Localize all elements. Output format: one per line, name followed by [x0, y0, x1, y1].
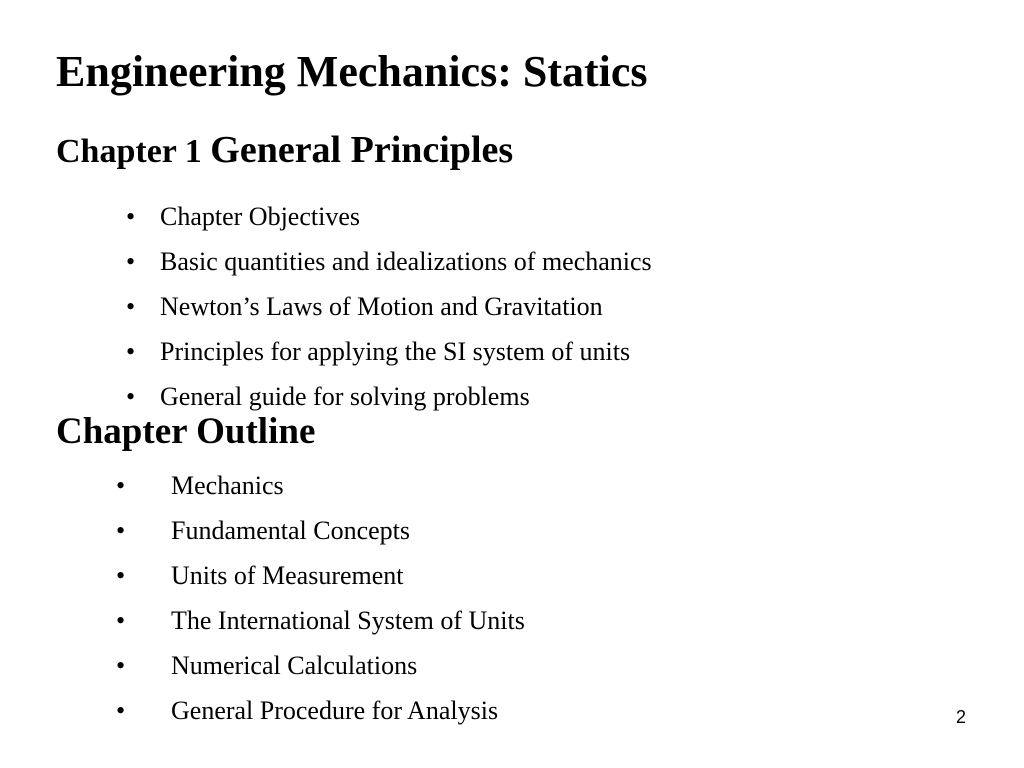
objective-item: • Basic quantities and idealizations of mechanics [160, 239, 652, 284]
objective-item: • Principles for applying the SI system of units [160, 329, 652, 374]
outline-item: • Units of Measurement [171, 553, 525, 598]
outline-item: • Mechanics [171, 463, 525, 508]
outline-heading: Chapter Outline [56, 411, 316, 452]
outline-item: • General Procedure for Analysis [171, 688, 525, 733]
objectives-list [160, 194, 652, 419]
slide-title: Engineering Mechanics: Statics [56, 47, 648, 96]
outline-item: • Numerical Calculations [171, 643, 525, 688]
outline-item: • Fundamental Concepts [171, 508, 525, 553]
outline-list [171, 463, 525, 733]
objective-item: • Chapter Objectives [160, 194, 652, 239]
page-number: 2 [955, 707, 966, 727]
objective-item: • General guide for solving problems [160, 374, 652, 419]
chapter-name: General Principles [210, 129, 514, 171]
chapter-number: Chapter 1 [56, 133, 211, 170]
chapter-subtitle [56, 128, 513, 174]
objective-item: • Newton’s Laws of Motion and Gravitation [160, 284, 652, 329]
outline-item: • The International System of Units [171, 598, 525, 643]
